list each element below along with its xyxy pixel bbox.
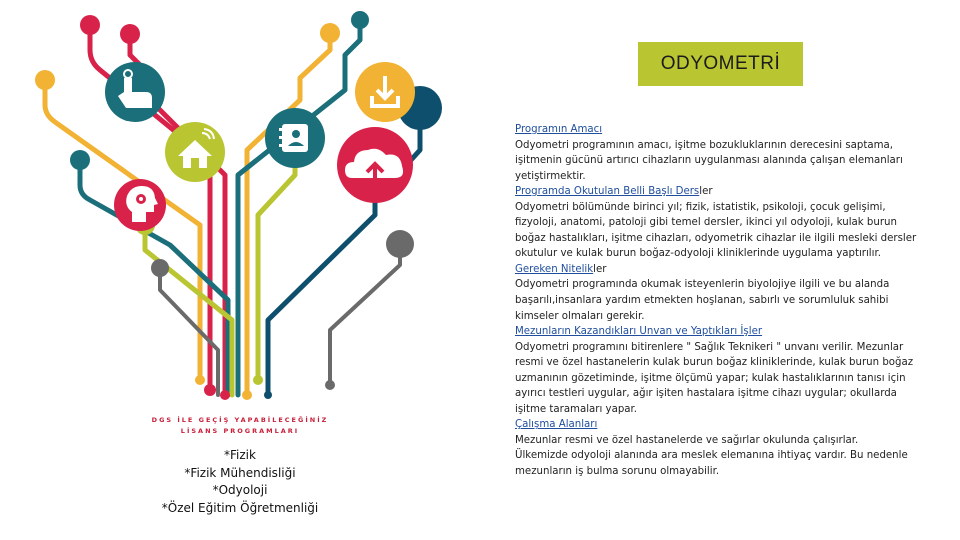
branch-dot xyxy=(351,11,369,29)
text-line: fizyoloji, anatomi, patoloji gibi temel dersler, ikinci yıl odyoloji, kulak burun xyxy=(515,217,897,229)
branch-dot xyxy=(120,24,140,44)
download-icon xyxy=(355,62,415,122)
section-heading-unvan: Mezunların Kazandıkları Unvan ve Yaptıkları İşler xyxy=(515,326,763,338)
section-heading-amac: Programın Amacı xyxy=(515,124,603,135)
text-line: yetiştirmektir. xyxy=(515,170,586,182)
smart-home-icon xyxy=(165,122,225,182)
text-line: kimseler olmaları gerekir. xyxy=(515,310,645,322)
program-item: *Odyoloji xyxy=(212,483,268,497)
branch-dot xyxy=(70,150,90,170)
dgs-heading-line-2: LİSANS PROGRAMLARI xyxy=(180,427,300,435)
text-line: Odyometri programını bitirenlere " Sağlık Teknikeri " unvanı verilir. Mezunlar xyxy=(515,341,904,353)
tree-branch-green-right xyxy=(258,150,295,380)
branch-dot xyxy=(195,375,205,385)
dgs-program-list xyxy=(140,447,340,517)
branch-dot xyxy=(325,380,335,390)
dgs-heading xyxy=(140,415,340,437)
text-line: işitme taramaları yapar. xyxy=(515,403,638,415)
text-line: ayırıcı testleri uygular, ağır işiten hastalara işitme cihazı uygular; okullarda xyxy=(515,388,897,400)
branch-dot xyxy=(253,375,263,385)
text-line: mezunların iş bulma sorunu olmayabilir. xyxy=(515,466,720,478)
section-heading-calisma: Çalışma Alanları xyxy=(515,419,598,431)
program-item: *Fizik xyxy=(224,448,256,462)
title-box xyxy=(638,42,803,86)
branch-dot xyxy=(386,230,414,258)
text-line: başarılı,insanlara yardım etmekten hoşlanan, sabırlı ve sorumluluk sahibi xyxy=(515,295,889,307)
contacts-book-icon xyxy=(265,108,325,168)
cloud-upload-icon xyxy=(337,127,413,203)
text-line: Odyometri programının amacı, işitme bozukluklarının derecesini saptama, xyxy=(515,139,894,151)
text-line: işitmenin gücünü artırıcı cihazların uygulanması alanında çalışan elemanları xyxy=(515,155,903,167)
branch-dot xyxy=(320,23,340,43)
head-gear-icon xyxy=(114,179,166,231)
text-line: Ülkemizde odyoloji alanında ara meslek elemanına ihtiyaç vardır. Bu nedenle xyxy=(515,450,908,462)
dgs-heading-line-1: DGS İLE GEÇİŞ YAPABİLECEĞİNİZ xyxy=(151,416,329,424)
tree-branch-gray xyxy=(330,250,400,385)
section-heading-dersler: Programda Okutulan Belli Başlı Dersler xyxy=(515,186,713,198)
text-line: resmi ve özel hastanelerin kulak burun boğaz kliniklerinde, kulak burun boğaz xyxy=(515,357,914,369)
text-line: okutulur ve kulak burun boğaz-odyoloji kliniklerinde uygulama yaptırılır. xyxy=(515,248,881,260)
text-line: Mezunlar resmi ve özel hastanelerde ve sağırlar okulunda çalışırlar. xyxy=(515,434,859,446)
text-line: Odyometri programında okumak isteyenlerin biyolojiye ilgili ve bu alanda xyxy=(515,279,890,291)
branch-dot xyxy=(220,390,230,400)
branch-dot xyxy=(264,391,272,399)
section-heading-nitelikler: Gereken Nitelikler xyxy=(515,263,607,275)
branch-dot xyxy=(80,15,100,35)
touch-hand-icon xyxy=(105,62,165,122)
branch-dot xyxy=(242,390,252,400)
branch-dot xyxy=(151,259,169,277)
program-item: *Özel Eğitim Öğretmenliği xyxy=(161,500,319,515)
text-line: uzmanının gözetiminde, işitme ölçümü yapar; kulak hastalıklarının tanısı için xyxy=(515,372,906,384)
branch-dot xyxy=(35,70,55,90)
text-line: boğaz hastalıkları, işitme cihazları, odyometrik cihazlar ile ilgili mesleki dersler xyxy=(515,232,917,244)
program-description xyxy=(515,122,940,480)
branch-dot xyxy=(204,384,216,396)
text-line: Odyometri bölümünde birinci yıl; fizik, istatistik, psikoloji, çocuk gelişimi, xyxy=(515,201,886,213)
program-item: *Fizik Mühendisliği xyxy=(184,465,296,480)
page-title: ODYOMETRİ xyxy=(660,53,781,74)
